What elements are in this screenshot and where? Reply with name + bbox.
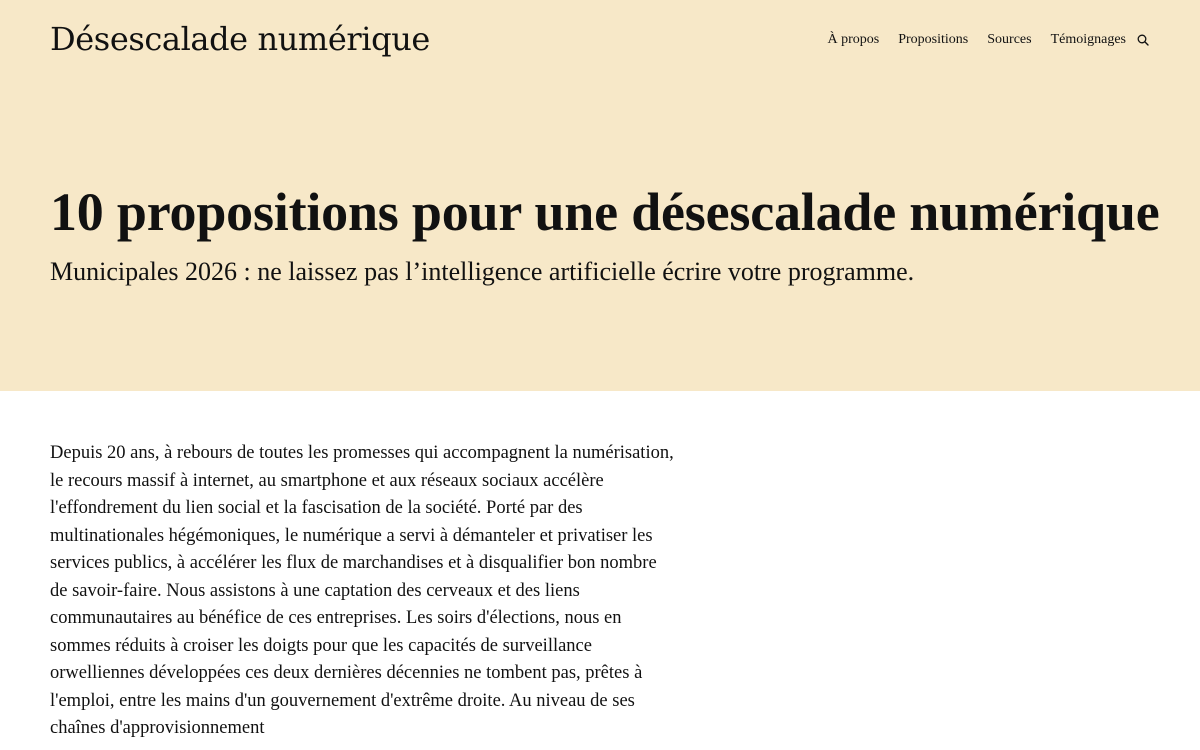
search-icon[interactable] <box>1136 33 1150 47</box>
site-title[interactable]: Désescalade numérique <box>50 20 430 58</box>
nav-link-sources[interactable]: Sources <box>987 32 1032 47</box>
article-content <box>50 440 676 743</box>
nav-link-temoignages[interactable]: Témoignages <box>1050 32 1126 47</box>
main-nav <box>828 32 1151 48</box>
page-subtitle: Municipales 2026 : ne laissez pas l’intelligence artificielle écrire votre programme. <box>50 257 915 286</box>
page-title: 10 propositions pour une désescalade numérique <box>50 182 1160 242</box>
nav-link-a-propos[interactable]: À propos <box>827 32 880 47</box>
nav-link-propositions[interactable]: Propositions <box>898 32 969 47</box>
intro-paragraph: Depuis 20 ans, à rebours de toutes les promesses qui accompagnent la numérisation, le recours massif à internet, au smartphone et aux réseaux sociaux accélère l'effondrement du lien social et la fascisation de la société. Porté par des multinationales hégémoniques, le numérique a servi à démanteler et privatiser les services publics, à accélérer les flux de marchandises et à disqualifier bon nombre de savoir-faire. Nous assistons à une captation des cerveaux et des liens communautaires au bénéfice de ces entreprises. Les soirs d'élections, nous en sommes réduits à croiser les doigts pour que les capacités de surveillance orwelliennes développées ces deux dernières décennies ne tombent pas, prêtes à l'emploi, entre les mains d'un gouvernement d'extrême droite. Au niveau de ses chaînes d'approvisionnement <box>50 443 674 738</box>
